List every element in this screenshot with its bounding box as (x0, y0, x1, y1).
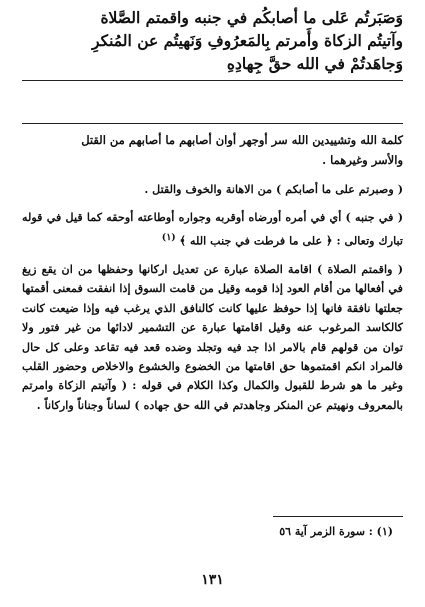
footnote-ref: (١) (161, 231, 176, 243)
page-number: ١٣١ (201, 572, 224, 588)
intro-line-2: والأسر وغيرهما . (322, 153, 403, 167)
intro-text (22, 130, 403, 170)
footnote: (١) : سورة الزمر آية ٥٦ (279, 525, 393, 538)
quran-verse (22, 6, 403, 75)
verse-line-1: وَصَبَرتُم عَلى ما أصابكُم في جنبه واقمتم الصَّلاة (100, 8, 403, 27)
divider-top (22, 80, 403, 81)
divider-bottom (22, 123, 403, 124)
paragraph-2 (22, 208, 403, 251)
paragraph-3: ( واقمتم الصلاة ) اقامة الصلاة عبارة عن تعديل اركانها وحفظها من ان يقع زيغ في أفعالها من أقام العود إذا قومه وقيل من قامت السوق إذا انفقت فمعنى أقمتها جعلتها نافقة فانها إذا حوفظ عليها كانت كالنافق الذي يرغب فيه وإذا ضيعت كانت كالكاسد المرغوب عنه وقيل اقامتها عبارة عن التشمير لادائها من غير فتور ولا توان من قولهم قام بالامر اذا جد فيه وتجلد وضده قعد فيه تقاعد وعلى كل حال فالمراد انكم اقمتموها حق اقامتها من الخضوع والخشوع والاخلاص وحضور القلب وغير ما هو شرط للقبول والكمال وكذا الكلام في قوله : ( وآتيتم الزكاة وامرتم بالمعروف ونهيتم عن المنكر وجاهدتم في الله حق جهاده ) لساناً وجناناً واركاناً . (22, 261, 403, 412)
intro-line-1: كلمة الله وتشييدين الله سر أوجهر أوان أصابهم ما أصابهم من القتل (81, 133, 403, 147)
commentary-body (22, 180, 403, 424)
footnote-divider (273, 516, 403, 517)
verse-line-2: وآتيتُم الزكاة وأَمرتم بِالمَعرُوفِ وَنَهيتُم عن المُنكرِ (92, 31, 403, 50)
paragraph-2-text: ( في جنبه ) أي في أمره أورضاه أوقربه وجواره أوطاعته أوحقه كما قيل في قوله تبارك وتعالى : ﴿ على ما فرطت في جنب الله ﴾ (22, 210, 403, 248)
paragraph-1: ( وصبرتم على ما أصابكم ) من الاهانة والخوف والقتل . (144, 182, 403, 196)
verse-line-3: وَجاهَدتُمْ في الله حقَّ جِهادِهِ (226, 54, 403, 73)
